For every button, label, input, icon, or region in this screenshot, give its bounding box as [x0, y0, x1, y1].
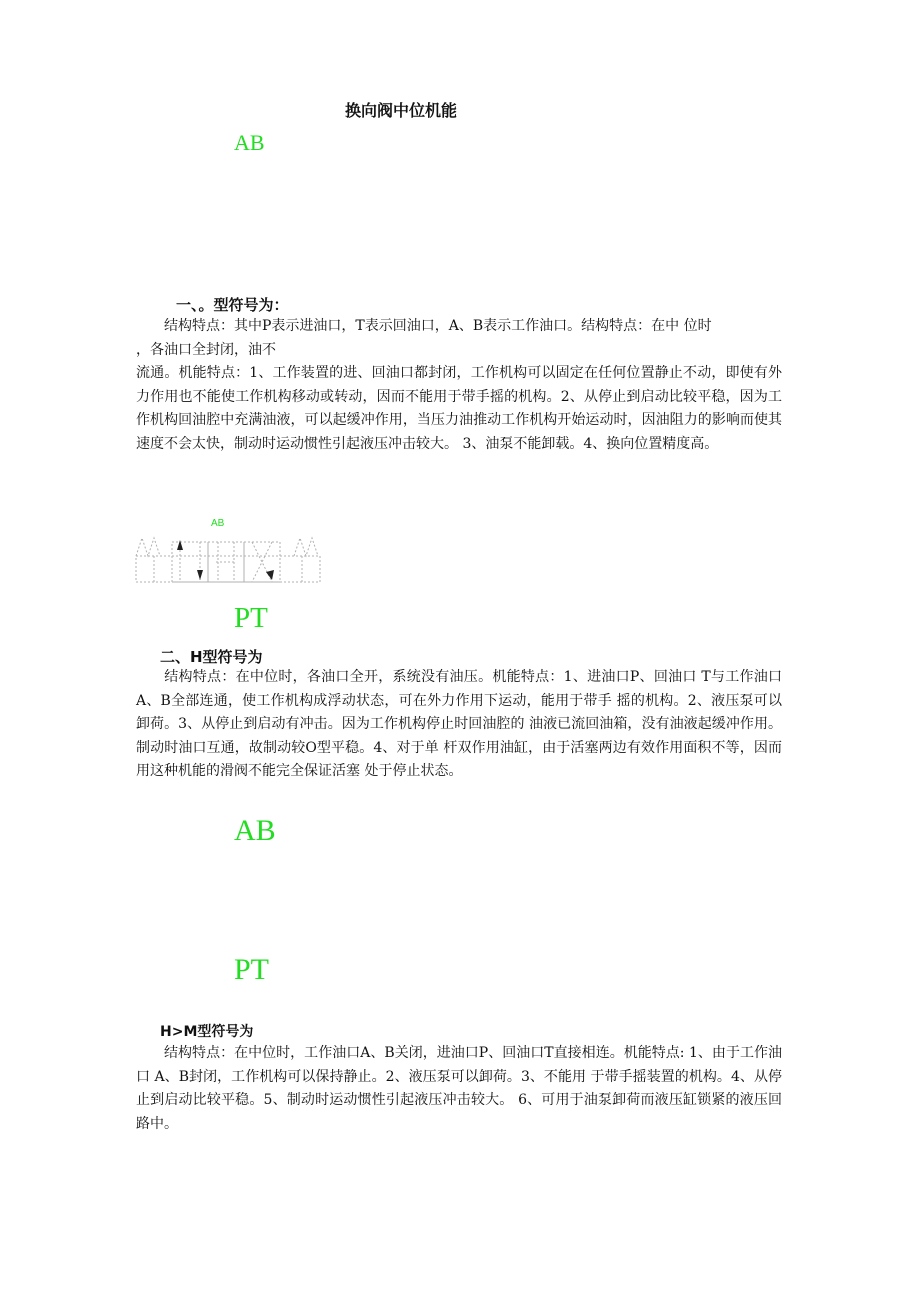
section1-paragraph	[136, 315, 782, 456]
section2-paragraph	[136, 666, 782, 784]
section3-paragraph	[136, 1042, 782, 1136]
page-title: 换向阀中位机能	[345, 101, 458, 120]
section2-heading: 二、H型符号为	[160, 648, 263, 666]
section3-text: 结构特点：在中位时，工作油口A、B关闭，进油口P、回油口T直接相连。机能特点: 1、由于工作油口 A、B封闭，工作机构可以保持静止。2、液压泵可以卸荷。3、不能用 于带手摇装置的机构。4、从停止到启动比较平稳。5、制动时运动惯性引起液压冲击较大。 6、可用于油泵卸荷而液压缸锁紧的液压回路中。	[136, 1045, 782, 1132]
diagram-small-label: AB	[211, 518, 225, 529]
section2-text: 结构特点：在中位时，各油口全开，系统没有油压。机能特点：1、进油口P、回油口 T与工作油口 A、B全部连通，使工作机构成浮动状态，可在外力作用下运动，能用于带手 摇的机构。2、液压泵可以卸荷。3、从停止到启动有冲击。因为工作机构停止时回油腔的 油液已流回油箱，没有油液起缓冲作用。制动时油口互通，故制动较O型平稳。4、对于单 杆双作用油缸，由于活塞两边有效作用面积不等，因而用这种机能的滑阀不能完全保证活塞 处于停止状态。	[136, 669, 782, 779]
section1-line2: ，各油口全封闭，油不	[136, 341, 276, 358]
section1-line1: 结构特点：其中P表示进油口，T表示回油口，A、B表示工作油口。结构特点：在中 位时	[164, 318, 712, 334]
section3-body	[136, 1042, 782, 1136]
section3-heading: H>M型符号为	[160, 1024, 254, 1040]
port-label-pt: PT	[234, 602, 268, 634]
port-label-ab: AB	[234, 130, 265, 155]
section1-body	[136, 315, 782, 456]
arrow-down-icon	[197, 570, 203, 580]
valve-symbol-diagram	[134, 530, 324, 586]
section1-rest: 流通。机能特点：1、工作装置的进、回油口都封闭，工作机构可以固定在任何位置静止不动，即使有外力作用也不能使工作机构移动或转动，因而不能用于带手摇的机构。2、从停止到启动比较平稳，因为工作机构回油腔中充满油液，可以起缓冲作用，当压力油推动工作机构开始运动时，因油阻力的影响而使其速度不会太快，制动时运动惯性引起液压冲击较大。 3、油泵不能卸载。4、换向位置精度高。	[136, 365, 782, 452]
port-label-ab-2: AB	[234, 814, 276, 847]
port-label-pt-2: PT	[234, 953, 270, 986]
section1-heading: 一、。型符号为：	[176, 296, 289, 314]
section2-body	[136, 666, 782, 784]
